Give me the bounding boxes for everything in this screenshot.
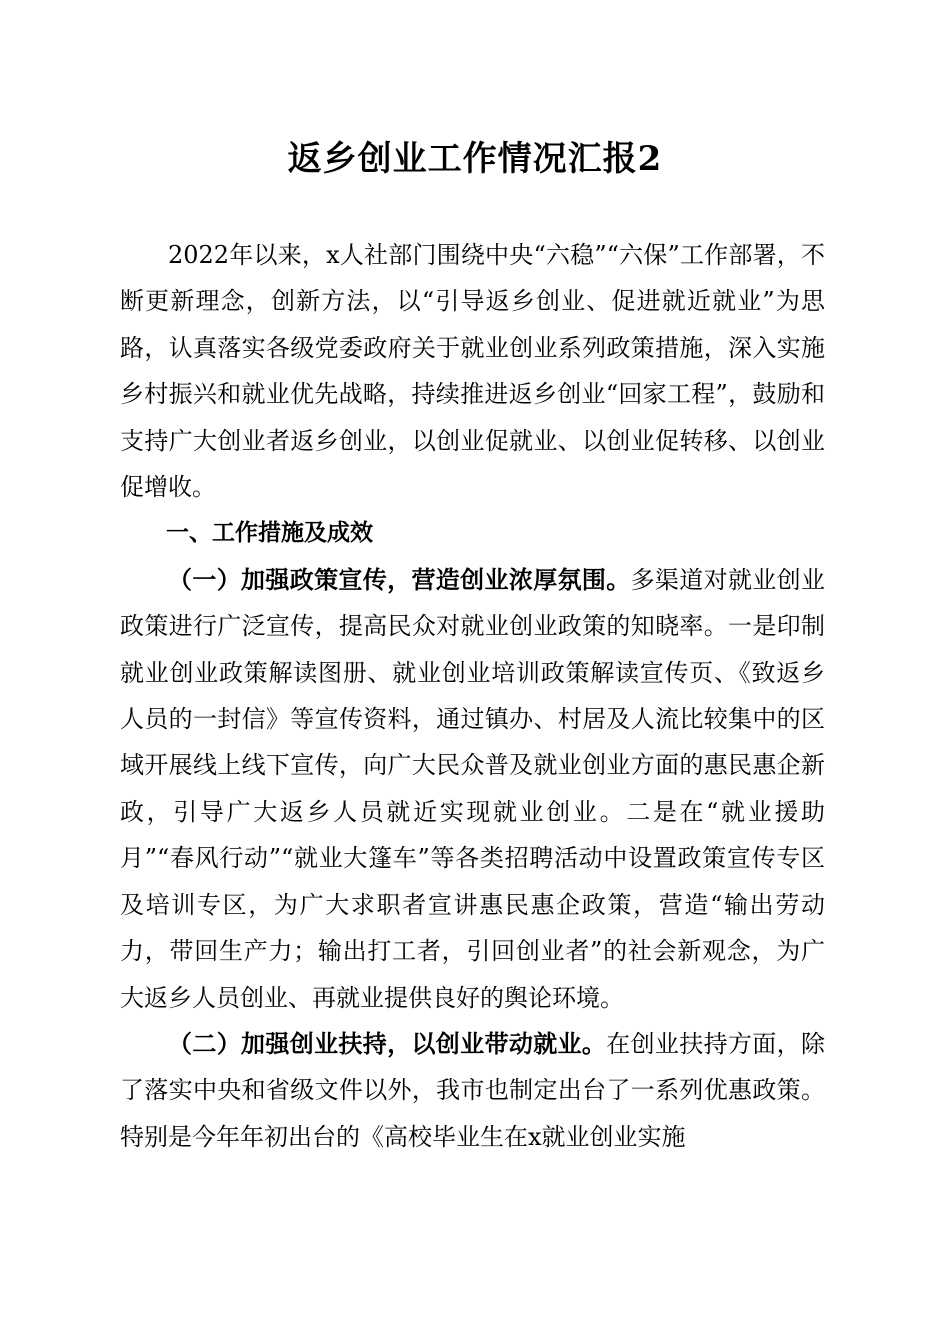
item-1-lead: （一）加强政策宣传，营造创业浓厚氛围。 xyxy=(168,564,631,594)
item-2-lead: （二）加强创业扶持，以创业带动就业。 xyxy=(168,1028,607,1058)
section-heading: 一、工作措施及成效 xyxy=(166,520,373,547)
item-2-paragraph xyxy=(120,1021,825,1160)
document-title: 返乡创业工作情况汇报2 xyxy=(287,139,663,179)
intro-paragraph: 2022年以来，x人社部门围绕中央“六稳”“六保”工作部署，不断更新理念，创新方法，以“引导返乡创业、促进就近就业”为思路，认真落实各级党委政府关于就业创业系列政策措施，深入实施乡村振兴和就业优先战略，持续推进返乡创业“回家工程”，鼓励和支持广大创业者返乡创业，以创业促就业、以创业促转移、以创业促增收。 xyxy=(120,241,825,502)
item-1-text: 多渠道对就业创业政策进行广泛宣传，提高民众对就业创业政策的知晓率。一是印制就业创业政策解读图册、就业创业培训政策解读宣传页、《致返乡人员的一封信》等宣传资料，通过镇办、村居及人流比较集中的区域开展线上线下宣传，向广大民众普及就业创业方面的惠民惠企新政，引导广大返乡人员就近实现就业创业。二是在“就业援助月”“春风行动”“就业大篷车”等各类招聘活动中设置政策宣传专区及培训专区，为广大求职者宣讲惠民惠企政策，营造“输出劳动力，带回生产力；输出打工者，引回创业者”的社会新观念，为广大返乡人员创业、再就业提供良好的舆论环境。 xyxy=(120,565,826,1012)
document-body xyxy=(120,232,825,1160)
item-1-paragraph xyxy=(120,557,825,1021)
item-2-text: 在创业扶持方面，除了落实中央和省级文件以外，我市也制定出台了一系列优惠政策。特别是今年年初出台的《高校毕业生在x就业创业实施 xyxy=(120,1029,826,1151)
